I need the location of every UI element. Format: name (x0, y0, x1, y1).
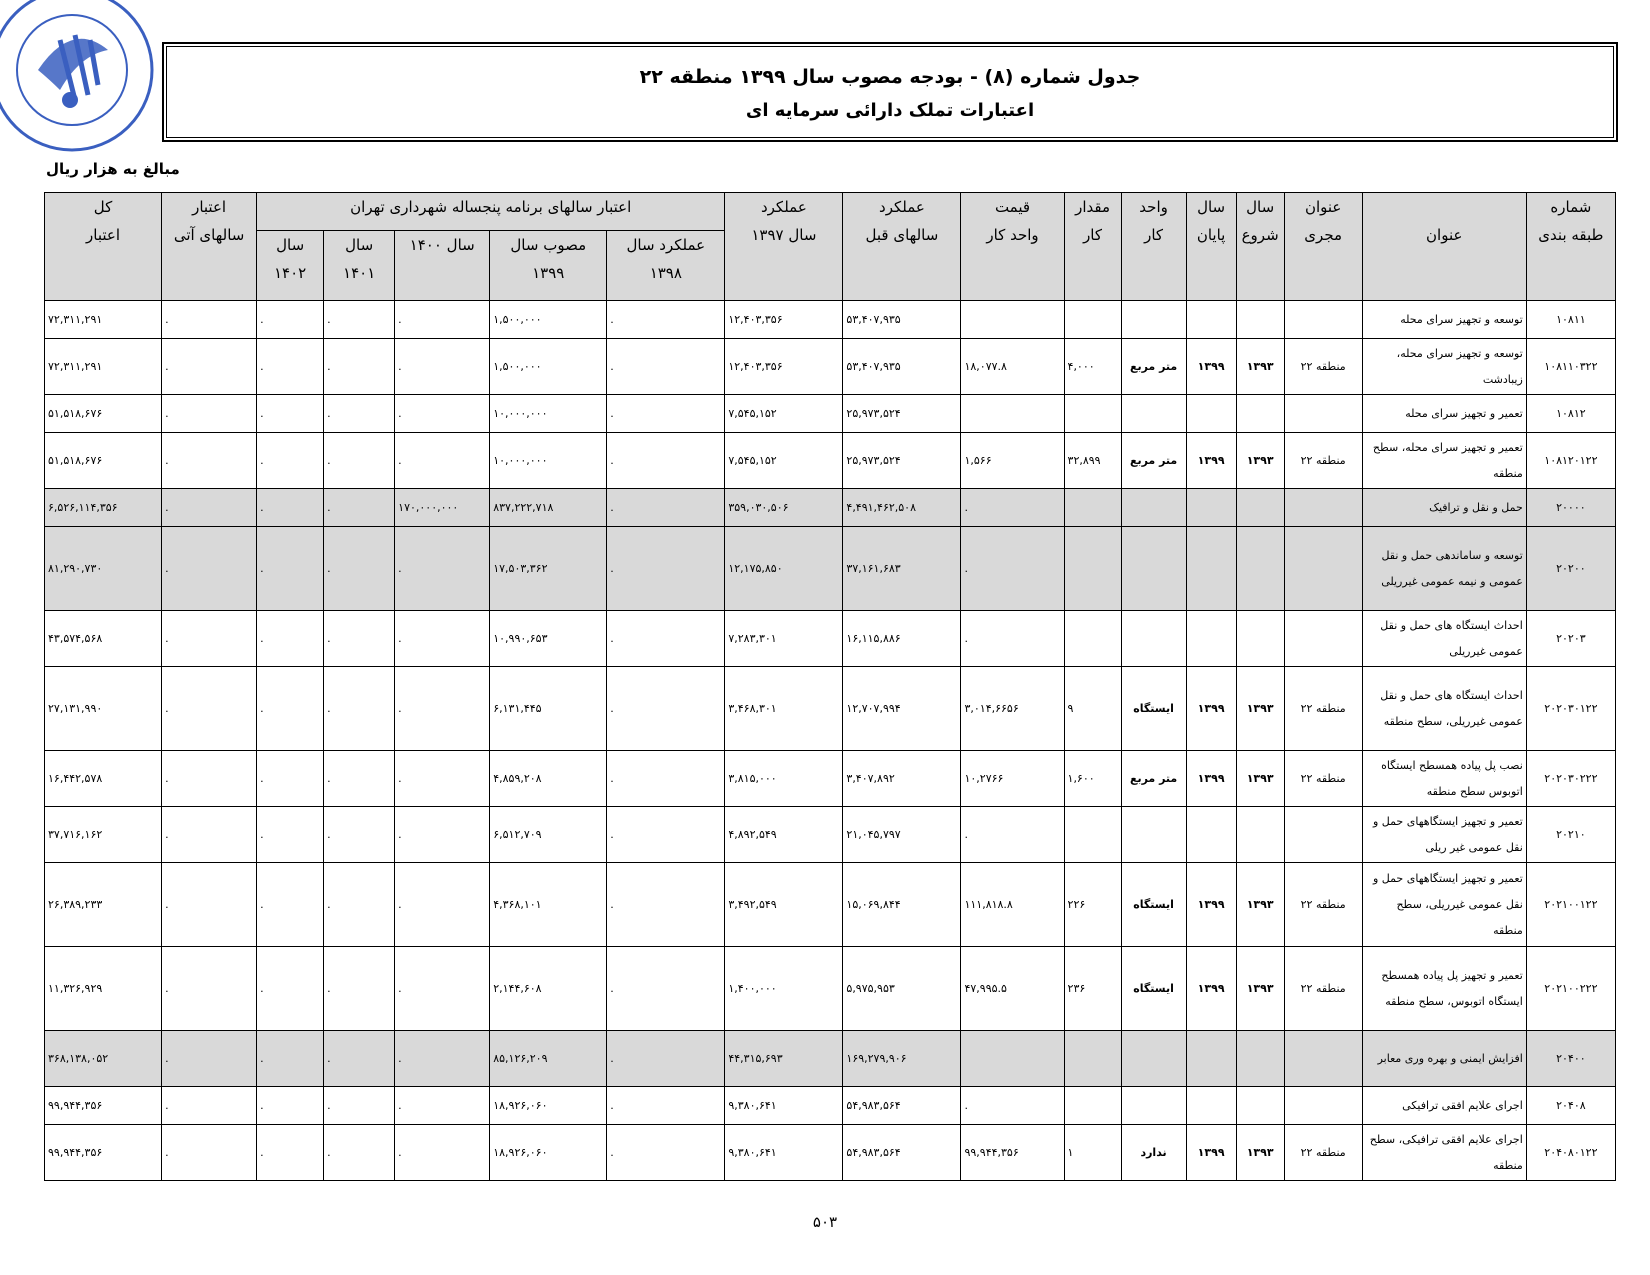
cell-exec (1284, 301, 1362, 339)
cell-y1399: ۶,۵۱۲,۷۰۹ (490, 807, 607, 863)
cell-start: ۱۳۹۳ (1236, 667, 1284, 751)
cell-price: ۱,۵۶۶ (961, 433, 1064, 489)
cell-code: ۲۰۰۰۰ (1526, 489, 1615, 527)
cell-y1401: . (324, 395, 395, 433)
cell-total: ۹۹,۹۴۴,۳۵۶ (45, 1087, 162, 1125)
cell-unit (1121, 1087, 1186, 1125)
cell-title: تعمیر و تجهیز ایستگاههای حمل و نقل عمومی غیرریلی، سطح منطقه (1362, 863, 1526, 947)
cell-future: . (162, 667, 257, 751)
cell-unit (1121, 527, 1186, 611)
cell-total: ۷۲,۳۱۱,۲۹۱ (45, 339, 162, 395)
cell-prev: ۵۴,۹۸۳,۵۶۴ (843, 1125, 961, 1181)
cell-y1397: ۹,۳۸۰,۶۴۱ (725, 1125, 843, 1181)
cell-code: ۲۰۲۰۳ (1526, 611, 1615, 667)
cell-end (1186, 611, 1236, 667)
cell-y1401: . (324, 807, 395, 863)
cell-code: ۱۰۸۱۲۰۱۲۲ (1526, 433, 1615, 489)
cell-prev: ۵,۹۷۵,۹۵۳ (843, 947, 961, 1031)
cell-exec: منطقه ۲۲ (1284, 339, 1362, 395)
cell-y1397: ۱۲,۴۰۳,۳۵۶ (725, 301, 843, 339)
table-body (45, 301, 1616, 1181)
cell-price (961, 301, 1064, 339)
cell-end: ۱۳۹۹ (1186, 863, 1236, 947)
cell-exec: منطقه ۲۲ (1284, 433, 1362, 489)
table-row (45, 611, 1616, 667)
cell-y1398: . (607, 1031, 725, 1087)
cell-qty (1064, 1031, 1121, 1087)
cell-unit (1121, 489, 1186, 527)
cell-title: اجرای علایم افقی ترافیکی، سطح منطقه (1362, 1125, 1526, 1181)
header-start: سال شروع (1236, 193, 1284, 301)
cell-total: ۱۶,۴۴۲,۵۷۸ (45, 751, 162, 807)
cell-qty (1064, 1087, 1121, 1125)
cell-y1401: . (324, 433, 395, 489)
cell-prev: ۱۲,۷۰۷,۹۹۴ (843, 667, 961, 751)
cell-exec: منطقه ۲۲ (1284, 667, 1362, 751)
cell-total: ۲۷,۱۳۱,۹۹۰ (45, 667, 162, 751)
cell-start (1236, 611, 1284, 667)
cell-y1402: . (257, 489, 324, 527)
cell-y1402: . (257, 751, 324, 807)
cell-code: ۲۰۲۰۳۰۱۲۲ (1526, 667, 1615, 751)
cell-future: . (162, 527, 257, 611)
cell-unit: ایستگاه (1121, 863, 1186, 947)
table-subtitle: اعتبارات تملک دارائی سرمایه ای (745, 100, 1035, 121)
cell-y1402: . (257, 611, 324, 667)
cell-y1400: . (395, 947, 490, 1031)
cell-end: ۱۳۹۹ (1186, 667, 1236, 751)
cell-title: حمل و نقل و ترافیک (1362, 489, 1526, 527)
cell-y1400: . (395, 1125, 490, 1181)
cell-y1399: ۱۷,۵۰۳,۳۶۲ (490, 527, 607, 611)
cell-start (1236, 1031, 1284, 1087)
cell-y1397: ۷,۵۴۵,۱۵۲ (725, 433, 843, 489)
cell-y1400: . (395, 667, 490, 751)
cell-y1397: ۱۲,۴۰۳,۳۵۶ (725, 339, 843, 395)
cell-price: ۱۰,۲۷۶۶ (961, 751, 1064, 807)
header-1398: عملکرد سال ۱۳۹۸ (607, 231, 725, 301)
cell-y1402: . (257, 339, 324, 395)
cell-exec (1284, 611, 1362, 667)
cell-price: . (961, 489, 1064, 527)
cell-future: . (162, 395, 257, 433)
cell-title: تعمیر و تجهیز ایستگاههای حمل و نقل عمومی غیر ریلی (1362, 807, 1526, 863)
cell-future: . (162, 1125, 257, 1181)
header-title: عنوان (1362, 193, 1526, 301)
table-row (45, 339, 1616, 395)
cell-y1401: . (324, 947, 395, 1031)
cell-future: . (162, 1087, 257, 1125)
cell-end (1186, 489, 1236, 527)
cell-y1401: . (324, 527, 395, 611)
cell-y1402: . (257, 1125, 324, 1181)
cell-start: ۱۳۹۳ (1236, 1125, 1284, 1181)
header-1401: سال ۱۴۰۱ (324, 231, 395, 301)
cell-y1399: ۴,۸۵۹,۲۰۸ (490, 751, 607, 807)
cell-code: ۲۰۴۰۸ (1526, 1087, 1615, 1125)
cell-total: ۵۱,۵۱۸,۶۷۶ (45, 395, 162, 433)
cell-y1402: . (257, 301, 324, 339)
cell-y1397: ۴۴,۳۱۵,۶۹۳ (725, 1031, 843, 1087)
cell-start: ۱۳۹۳ (1236, 863, 1284, 947)
cell-price: . (961, 611, 1064, 667)
cell-end (1186, 527, 1236, 611)
cell-qty: ۴,۰۰۰ (1064, 339, 1121, 395)
header-total: کل اعتبار (45, 193, 162, 301)
cell-y1399: ۲,۱۴۴,۶۰۸ (490, 947, 607, 1031)
budget-table (44, 192, 1616, 1181)
cell-future: . (162, 301, 257, 339)
cell-unit: ایستگاه (1121, 947, 1186, 1031)
cell-price: ۴۷,۹۹۵.۵ (961, 947, 1064, 1031)
cell-start (1236, 301, 1284, 339)
cell-y1401: . (324, 751, 395, 807)
cell-y1399: ۱,۵۰۰,۰۰۰ (490, 301, 607, 339)
cell-end (1186, 1031, 1236, 1087)
cell-price: ۹۹,۹۴۴,۳۵۶ (961, 1125, 1064, 1181)
cell-y1397: ۱۲,۱۷۵,۸۵۰ (725, 527, 843, 611)
cell-qty (1064, 489, 1121, 527)
cell-y1401: . (324, 667, 395, 751)
cell-y1401: . (324, 301, 395, 339)
cell-price: ۱۱۱,۸۱۸.۸ (961, 863, 1064, 947)
cell-y1397: ۷,۵۴۵,۱۵۲ (725, 395, 843, 433)
cell-y1398: . (607, 1125, 725, 1181)
cell-y1402: . (257, 947, 324, 1031)
cell-unit (1121, 1031, 1186, 1087)
table-row (45, 807, 1616, 863)
cell-y1398: . (607, 489, 725, 527)
cell-y1399: ۱۸,۹۲۶,۰۶۰ (490, 1125, 607, 1181)
cell-code: ۲۰۲۱۰۰۲۲۲ (1526, 947, 1615, 1031)
cell-qty: ۳۲,۸۹۹ (1064, 433, 1121, 489)
cell-y1398: . (607, 863, 725, 947)
cell-y1401: . (324, 339, 395, 395)
cell-start: ۱۳۹۳ (1236, 433, 1284, 489)
cell-total: ۳۷,۷۱۶,۱۶۲ (45, 807, 162, 863)
cell-end: ۱۳۹۹ (1186, 433, 1236, 489)
cell-y1398: . (607, 611, 725, 667)
cell-end (1186, 395, 1236, 433)
cell-y1400: ۱۷۰,۰۰۰,۰۰۰ (395, 489, 490, 527)
table-row (45, 1125, 1616, 1181)
unit-note: مبالغ به هزار ریال (46, 160, 180, 178)
cell-title: توسعه و تجهیز سرای محله، زیبادشت (1362, 339, 1526, 395)
cell-exec (1284, 1031, 1362, 1087)
cell-total: ۶,۵۲۶,۱۱۴,۳۵۶ (45, 489, 162, 527)
cell-y1401: . (324, 1087, 395, 1125)
cell-y1398: . (607, 947, 725, 1031)
cell-y1398: . (607, 667, 725, 751)
council-seal-logo (0, 0, 160, 160)
cell-y1401: . (324, 1125, 395, 1181)
cell-y1397: ۷,۲۸۳,۳۰۱ (725, 611, 843, 667)
cell-end: ۱۳۹۹ (1186, 751, 1236, 807)
cell-exec (1284, 489, 1362, 527)
cell-qty: ۱ (1064, 1125, 1121, 1181)
cell-code: ۲۰۲۰۰ (1526, 527, 1615, 611)
cell-unit: ندارد (1121, 1125, 1186, 1181)
cell-unit: متر مربع (1121, 339, 1186, 395)
cell-exec: منطقه ۲۲ (1284, 863, 1362, 947)
cell-y1397: ۳,۸۱۵,۰۰۰ (725, 751, 843, 807)
cell-y1400: . (395, 395, 490, 433)
cell-y1401: . (324, 611, 395, 667)
cell-y1400: . (395, 1087, 490, 1125)
cell-start: ۱۳۹۳ (1236, 339, 1284, 395)
cell-y1398: . (607, 339, 725, 395)
cell-y1402: . (257, 667, 324, 751)
cell-y1400: . (395, 863, 490, 947)
cell-code: ۱۰۸۱۱ (1526, 301, 1615, 339)
cell-future: . (162, 1031, 257, 1087)
cell-future: . (162, 611, 257, 667)
cell-total: ۷۲,۳۱۱,۲۹۱ (45, 301, 162, 339)
cell-total: ۴۳,۵۷۴,۵۶۸ (45, 611, 162, 667)
cell-code: ۲۰۴۰۰ (1526, 1031, 1615, 1087)
cell-y1399: ۱,۵۰۰,۰۰۰ (490, 339, 607, 395)
cell-code: ۲۰۲۰۳۰۲۲۲ (1526, 751, 1615, 807)
cell-prev: ۱۶۹,۲۷۹,۹۰۶ (843, 1031, 961, 1087)
cell-code: ۱۰۸۱۲ (1526, 395, 1615, 433)
header-future: اعتبار سالهای آتی (162, 193, 257, 301)
cell-code: ۲۰۲۱۰۰۱۲۲ (1526, 863, 1615, 947)
cell-y1402: . (257, 807, 324, 863)
cell-price: . (961, 527, 1064, 611)
cell-title: توسعه و ساماندهی حمل و نقل عمومی و نیمه عمومی غیرریلی (1362, 527, 1526, 611)
cell-unit: متر مربع (1121, 751, 1186, 807)
table-row (45, 301, 1616, 339)
cell-price (961, 395, 1064, 433)
cell-end: ۱۳۹۹ (1186, 1125, 1236, 1181)
cell-unit (1121, 395, 1186, 433)
cell-future: . (162, 947, 257, 1031)
table-title: جدول شماره (۸) - بودجه مصوب سال ۱۳۹۹ منطقه ۲۲ (639, 66, 1141, 88)
cell-y1399: ۱۰,۰۰۰,۰۰۰ (490, 433, 607, 489)
table-row (45, 395, 1616, 433)
cell-title: احداث ایستگاه های حمل و نقل عمومی غیرریلی (1362, 611, 1526, 667)
cell-prev: ۱۶,۱۱۵,۸۸۶ (843, 611, 961, 667)
cell-code: ۲۰۲۱۰ (1526, 807, 1615, 863)
cell-y1397: ۱,۴۰۰,۰۰۰ (725, 947, 843, 1031)
cell-future: . (162, 751, 257, 807)
title-box (162, 42, 1618, 142)
cell-y1399: ۱۸,۹۲۶,۰۶۰ (490, 1087, 607, 1125)
cell-future: . (162, 339, 257, 395)
cell-y1400: . (395, 1031, 490, 1087)
header-prev: عملکرد سالهای قبل (843, 193, 961, 301)
cell-unit: متر مربع (1121, 433, 1186, 489)
cell-y1397: ۳,۴۶۸,۳۰۱ (725, 667, 843, 751)
cell-y1402: . (257, 433, 324, 489)
cell-y1397: ۳,۴۹۲,۵۴۹ (725, 863, 843, 947)
cell-unit (1121, 611, 1186, 667)
cell-exec (1284, 807, 1362, 863)
cell-prev: ۲۵,۹۷۳,۵۲۴ (843, 395, 961, 433)
cell-y1397: ۳۵۹,۰۳۰,۵۰۶ (725, 489, 843, 527)
cell-qty: ۹ (1064, 667, 1121, 751)
cell-price: . (961, 1087, 1064, 1125)
cell-y1398: . (607, 433, 725, 489)
cell-start: ۱۳۹۳ (1236, 751, 1284, 807)
cell-price (961, 1031, 1064, 1087)
cell-total: ۱۱,۳۲۶,۹۲۹ (45, 947, 162, 1031)
cell-prev: ۲۵,۹۷۳,۵۲۴ (843, 433, 961, 489)
cell-qty (1064, 527, 1121, 611)
cell-start (1236, 395, 1284, 433)
table-row (45, 751, 1616, 807)
cell-qty (1064, 611, 1121, 667)
cell-total: ۵۱,۵۱۸,۶۷۶ (45, 433, 162, 489)
cell-exec (1284, 527, 1362, 611)
cell-end: ۱۳۹۹ (1186, 947, 1236, 1031)
header-end: سال پایان (1186, 193, 1236, 301)
cell-total: ۲۶,۳۸۹,۲۳۳ (45, 863, 162, 947)
header-1397: عملکرد سال ۱۳۹۷ (725, 193, 843, 301)
cell-price: ۱۸,۰۷۷.۸ (961, 339, 1064, 395)
table-row (45, 489, 1616, 527)
table-row (45, 667, 1616, 751)
cell-y1401: . (324, 1031, 395, 1087)
cell-title: اجرای علایم افقی ترافیکی (1362, 1087, 1526, 1125)
header-1400: سال ۱۴۰۰ (395, 231, 490, 301)
cell-title: احداث ایستگاه های حمل و نقل عمومی غیرریلی، سطح منطقه (1362, 667, 1526, 751)
cell-prev: ۵۳,۴۰۷,۹۳۵ (843, 339, 961, 395)
cell-title: افزایش ایمنی و بهره وری معابر (1362, 1031, 1526, 1087)
cell-y1402: . (257, 527, 324, 611)
cell-end: ۱۳۹۹ (1186, 339, 1236, 395)
cell-qty (1064, 301, 1121, 339)
cell-total: ۹۹,۹۴۴,۳۵۶ (45, 1125, 162, 1181)
table-row (45, 947, 1616, 1031)
cell-y1402: . (257, 1087, 324, 1125)
header-code: شماره طبقه بندی (1526, 193, 1615, 301)
header-price: قیمت واحد کار (961, 193, 1064, 301)
cell-y1399: ۶,۱۳۱,۴۴۵ (490, 667, 607, 751)
cell-total: ۸۱,۲۹۰,۷۳۰ (45, 527, 162, 611)
header-unit: واحد کار (1121, 193, 1186, 301)
header-exec: عنوان مجری (1284, 193, 1362, 301)
cell-code: ۱۰۸۱۱۰۳۲۲ (1526, 339, 1615, 395)
cell-prev: ۱۵,۰۶۹,۸۴۴ (843, 863, 961, 947)
cell-qty: ۲۲۶ (1064, 863, 1121, 947)
cell-y1399: ۴,۳۶۸,۱۰۱ (490, 863, 607, 947)
table-row (45, 1087, 1616, 1125)
table-row (45, 527, 1616, 611)
page-number: ۵۰۳ (812, 1213, 838, 1231)
cell-y1402: . (257, 1031, 324, 1087)
cell-y1402: . (257, 395, 324, 433)
cell-title: تعمیر و تجهیز پل پیاده همسطح ایستگاه اتوبوس، سطح منطقه (1362, 947, 1526, 1031)
cell-y1398: . (607, 301, 725, 339)
cell-exec: منطقه ۲۲ (1284, 751, 1362, 807)
header-plan-group: اعتبار سالهای برنامه پنجساله شهرداری تهران (257, 193, 725, 231)
cell-start: ۱۳۹۳ (1236, 947, 1284, 1031)
cell-code: ۲۰۴۰۸۰۱۲۲ (1526, 1125, 1615, 1181)
cell-price: . (961, 807, 1064, 863)
cell-qty: ۱,۶۰۰ (1064, 751, 1121, 807)
table-row (45, 433, 1616, 489)
cell-y1398: . (607, 751, 725, 807)
header-1402: سال ۱۴۰۲ (257, 231, 324, 301)
table-row (45, 1031, 1616, 1087)
cell-future: . (162, 863, 257, 947)
cell-y1400: . (395, 807, 490, 863)
cell-y1399: ۸۳۷,۲۲۲,۷۱۸ (490, 489, 607, 527)
cell-prev: ۲۱,۰۴۵,۷۹۷ (843, 807, 961, 863)
cell-y1400: . (395, 339, 490, 395)
cell-title: تعمیر و تجهیز سرای محله، سطح منطقه (1362, 433, 1526, 489)
cell-y1400: . (395, 433, 490, 489)
cell-future: . (162, 489, 257, 527)
header-1399: مصوب سال ۱۳۹۹ (490, 231, 607, 301)
cell-qty (1064, 395, 1121, 433)
cell-prev: ۳,۴۰۷,۸۹۲ (843, 751, 961, 807)
cell-y1399: ۱۰,۹۹۰,۶۵۳ (490, 611, 607, 667)
cell-end (1186, 807, 1236, 863)
cell-exec (1284, 395, 1362, 433)
cell-prev: ۵۳,۴۰۷,۹۳۵ (843, 301, 961, 339)
cell-future: . (162, 807, 257, 863)
cell-y1398: . (607, 1087, 725, 1125)
cell-y1398: . (607, 395, 725, 433)
cell-y1398: . (607, 527, 725, 611)
cell-end (1186, 301, 1236, 339)
cell-prev: ۵۴,۹۸۳,۵۶۴ (843, 1087, 961, 1125)
cell-start (1236, 489, 1284, 527)
cell-y1400: . (395, 611, 490, 667)
cell-y1401: . (324, 863, 395, 947)
cell-y1398: . (607, 807, 725, 863)
cell-prev: ۴,۴۹۱,۴۶۲,۵۰۸ (843, 489, 961, 527)
cell-exec (1284, 1087, 1362, 1125)
cell-y1400: . (395, 301, 490, 339)
cell-y1397: ۴,۸۹۲,۵۴۹ (725, 807, 843, 863)
cell-title: تعمیر و تجهیز سرای محله (1362, 395, 1526, 433)
cell-y1400: . (395, 527, 490, 611)
cell-y1397: ۹,۳۸۰,۶۴۱ (725, 1087, 843, 1125)
cell-exec: منطقه ۲۲ (1284, 1125, 1362, 1181)
cell-prev: ۳۷,۱۶۱,۶۸۳ (843, 527, 961, 611)
cell-exec: منطقه ۲۲ (1284, 947, 1362, 1031)
cell-title: نصب پل پیاده همسطح ایستگاه اتوبوس سطح منطقه (1362, 751, 1526, 807)
cell-y1400: . (395, 751, 490, 807)
cell-start (1236, 1087, 1284, 1125)
cell-start (1236, 807, 1284, 863)
cell-unit (1121, 807, 1186, 863)
cell-start (1236, 527, 1284, 611)
cell-y1401: . (324, 489, 395, 527)
cell-y1402: . (257, 863, 324, 947)
cell-future: . (162, 433, 257, 489)
cell-price: ۳,۰۱۴,۶۶۵۶ (961, 667, 1064, 751)
cell-qty: ۲۳۶ (1064, 947, 1121, 1031)
table-row (45, 863, 1616, 947)
cell-y1399: ۸۵,۱۲۶,۲۰۹ (490, 1031, 607, 1087)
cell-end (1186, 1087, 1236, 1125)
cell-y1399: ۱۰,۰۰۰,۰۰۰ (490, 395, 607, 433)
header-qty: مقدار کار (1064, 193, 1121, 301)
cell-unit (1121, 301, 1186, 339)
cell-qty (1064, 807, 1121, 863)
cell-title: توسعه و تجهیز سرای محله (1362, 301, 1526, 339)
cell-unit: ایستگاه (1121, 667, 1186, 751)
cell-total: ۳۶۸,۱۳۸,۰۵۲ (45, 1031, 162, 1087)
